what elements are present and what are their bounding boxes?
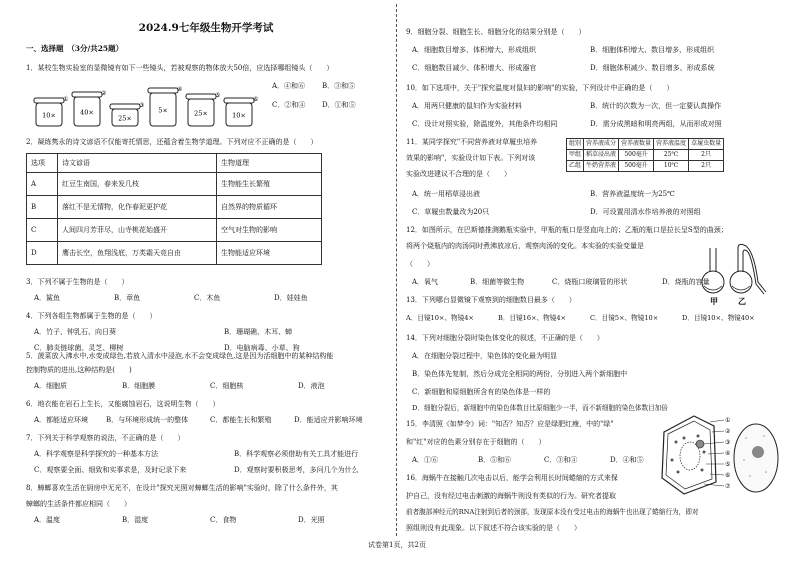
option-b[interactable]: B．统计的次数为一次，但一定要认真操作 — [590, 102, 722, 110]
option-b[interactable]: B．湿度 — [122, 516, 149, 524]
question-9-options-row2 — [412, 64, 715, 73]
question-12-line3: （ ） — [406, 260, 434, 268]
option-d[interactable]: D．光照 — [298, 516, 325, 524]
lens-jar — [110, 102, 144, 126]
cell-mark: ① — [725, 417, 731, 424]
question-14-option-a[interactable]: A．在细胞分裂过程中，染色体的变化最为明显 — [412, 352, 558, 360]
lens-cap — [224, 98, 254, 103]
flask-label-jia: 甲 — [710, 296, 718, 306]
option-c[interactable]: C．木鱼 — [194, 294, 221, 302]
question-14-option-d[interactable]: D．细胞分裂后，新细胞中的染色体数目比原细胞少一半，而不新细胞的染色体数目加倍 — [412, 404, 668, 412]
table-header-cell: 草履虫数量 — [689, 139, 724, 150]
poem-table — [26, 153, 322, 265]
question-16-line3: 前者腹部神经元的RNA注射到后者的颈部，发现原本没有受过电击的海蜗牛也出现了蜷缩行为，即对 — [406, 508, 699, 516]
option-d[interactable]: D．娃娃鱼 — [274, 294, 308, 302]
table-cell: B — [27, 196, 58, 219]
page-footer: 试卷第1页，共2页 — [368, 541, 426, 549]
option-a[interactable]: A．温度 — [34, 516, 61, 524]
table-row — [27, 196, 322, 219]
option-d[interactable]: D．电脑病毒、小草、狗 — [224, 344, 300, 352]
table-cell: D — [27, 242, 58, 265]
question-5-line2: 控制物质的进出,这种结构是( ) — [26, 366, 132, 374]
lens-number: ① — [63, 96, 69, 103]
table-cell: 10℃ — [654, 161, 689, 172]
cell-mark: ⑤ — [725, 461, 731, 468]
lens-magnification: 25× — [118, 114, 132, 123]
question-14: 14．下列对细胞分裂时染色体变化的叙述，不正确的是（ ） — [406, 334, 604, 342]
option-a[interactable]: A．④和⑥ — [272, 82, 306, 90]
table-row — [27, 242, 322, 265]
cell-mark: ② — [725, 428, 731, 435]
section-heading: 一、选择题 （3分/共25题） — [26, 44, 124, 53]
question-2: 2．凝练隽永的诗文谚语不仅能寄托情思，还蕴含着生物学道理。下列对应不正确的是（ ） — [26, 138, 318, 146]
option-d[interactable]: D．①和⑤ — [322, 100, 356, 109]
lens-cap — [34, 98, 64, 103]
option-d[interactable]: D．④和⑤ — [610, 456, 644, 464]
experiment-table — [566, 138, 724, 172]
lens-jar — [186, 92, 220, 126]
question-15-line1: 15．李清照《如梦令》词："知否？知否？应是绿肥红瘦，中的"绿" — [406, 420, 614, 428]
option-c[interactable]: C．细胞核 — [210, 382, 244, 390]
question-8-options — [34, 516, 325, 525]
question-6: 6．地衣能在岩石上生长，又能腐蚀岩石，这说明生物（ ） — [26, 400, 220, 408]
option-b[interactable]: B．③和⑤ — [322, 82, 356, 90]
option-d[interactable]: D．目镜10×、物镜40× — [682, 314, 755, 322]
question-7: 7．下列关于科学观察的说法，不正确的是（ ） — [26, 434, 185, 442]
lens-cap — [186, 94, 216, 99]
lens-magnification: 10× — [42, 111, 56, 120]
table-cell: 2只 — [689, 161, 724, 172]
option-d[interactable]: D．液泡 — [298, 382, 325, 390]
lens-cap — [110, 104, 140, 109]
table-cell: 500毫升 — [619, 161, 654, 172]
cell-diagram — [654, 412, 782, 498]
question-11-line3: 实验改进建议不合理的是（ ） — [406, 170, 511, 178]
table-cell: 稻草浸出液 — [584, 150, 619, 161]
option-d[interactable]: D．可设置用清水作培养液的对照组 — [590, 208, 701, 216]
question-15-line2: 和"红"对应的色素分别存在于细胞的（ ） — [406, 438, 546, 446]
question-14-option-b[interactable]: B．染色体先复制，然后分成完全相同的两份，分别进入两个新细胞中 — [412, 370, 628, 378]
table-cell: 25℃ — [654, 150, 689, 161]
question-3-options — [34, 294, 354, 303]
exam-title: 2024.9七年级生物开学考试 — [138, 22, 274, 34]
option-b[interactable]: B．科学观察必须借助有关工具才能进行 — [234, 450, 359, 458]
question-11-line1: 11．某同学探究"不同营养液对草履虫培养 — [406, 138, 538, 146]
question-13-options — [406, 314, 755, 322]
option-c[interactable]: C．②和④ — [272, 100, 306, 109]
option-a[interactable]: A．用两只健康的鼠妇作为实验材料 — [412, 102, 523, 110]
option-b[interactable]: B．章鱼 — [114, 294, 141, 302]
table-header-cell: 生物道理 — [217, 154, 322, 173]
option-a[interactable]: A．科学观察是科学探究的一种基本方法 — [34, 450, 159, 458]
option-c[interactable]: C．肺炎链球菌、灵芝、柳树 — [34, 344, 124, 352]
table-cell: 鹰击长空，鱼翔浅底，万类霜天竞自由 — [58, 242, 217, 265]
option-d[interactable]: D．观察时要积极思考，多问几个为什么 — [234, 466, 359, 474]
option-c[interactable]: C．草履虫数量改为20只 — [412, 208, 490, 216]
question-12-options — [412, 278, 710, 287]
table-row — [27, 219, 322, 242]
question-11-options-row2 — [412, 208, 701, 217]
question-6-options — [34, 416, 363, 425]
option-a[interactable]: A．氧气 — [412, 278, 439, 286]
lens-jar — [148, 86, 182, 126]
table-cell: 甲组 — [567, 150, 584, 161]
option-b[interactable]: B．营养液温度统一为25℃ — [590, 190, 675, 198]
lens-diagram — [30, 80, 260, 130]
table-cell: 红豆生南国，春来发几枝 — [58, 173, 217, 196]
table-cell: 500毫升 — [619, 150, 654, 161]
question-10: 10．如下选项中，关于"探究温度对鼠妇的影响"的实验，下列设计中正确的是（ ） — [406, 84, 674, 92]
lens-jar — [72, 90, 107, 126]
lens-magnification: 5× — [158, 106, 168, 115]
column-divider — [396, 4, 397, 536]
flask-label-yi: 乙 — [738, 296, 746, 306]
table-cell: 落红不是无情物，化作春泥更护花 — [58, 196, 217, 219]
question-7-options-row1 — [34, 450, 358, 459]
option-c[interactable]: C．目镜5×、物镜10× — [590, 314, 659, 322]
option-b[interactable]: B．细胞体积增大、数目增多、形成组织 — [590, 46, 715, 54]
table-header-row — [567, 139, 724, 150]
question-1: 1．某校生物实验室的显微镜有如下一些镜头，若被观察的物体放大50倍，应选择哪组镜头（ ） — [26, 64, 334, 72]
option-d[interactable]: D．需分成黑暗和明亮两组，从而形成对照 — [590, 120, 722, 128]
question-14-option-c[interactable]: C．新细胞和原细胞所含有的染色体是一样的 — [412, 388, 551, 396]
option-b[interactable]: B．珊瑚礁、木耳、蝉 — [224, 328, 293, 336]
lens-jar — [34, 96, 68, 126]
question-4-options-row1 — [34, 328, 292, 337]
option-a[interactable]: A．竹子、钟乳石、向日葵 — [34, 328, 117, 336]
option-d[interactable]: D．烧瓶的容量 — [662, 278, 710, 286]
cell-mark: ⑦ — [725, 483, 731, 490]
table-cell: 空气对生物的影响 — [217, 219, 322, 242]
question-12-line2: 将两个烧瓶内的肉汤同时煮沸放凉后，观察肉汤的变化。本实验的实验变量是 — [406, 242, 644, 250]
question-3: 3．下列不属于生物的是（ ） — [26, 278, 129, 286]
question-7-options-row2 — [34, 466, 359, 475]
lens-cap — [72, 92, 102, 97]
table-header-cell: 诗文谚语 — [58, 154, 217, 173]
cell-mark: ③ — [725, 439, 731, 446]
table-header-cell: 组别 — [567, 139, 584, 150]
option-c[interactable]: C．观察要全面、细致和实事求是，及时记录下来 — [34, 466, 187, 474]
option-b[interactable]: B．与环境形成统一的整体 — [106, 416, 189, 424]
cell-mark: ⑥ — [725, 472, 731, 479]
table-cell: 自然界的物质循环 — [217, 196, 322, 219]
table-cell: A — [27, 173, 58, 196]
question-11-options-row1 — [412, 190, 675, 199]
lens-number: ⑥ — [253, 96, 259, 103]
option-b[interactable]: B．细胞膜 — [122, 382, 156, 390]
option-a[interactable]: A．细胞质 — [34, 382, 68, 390]
option-b[interactable]: B．细菌等微生物 — [470, 278, 525, 286]
table-cell: 生物能适应环境 — [217, 242, 322, 265]
table-header-cell: 营养液温度 — [654, 139, 689, 150]
option-a[interactable]: A．①⑥ — [412, 456, 439, 464]
lens-jar — [224, 96, 258, 126]
question-1-options — [272, 82, 392, 110]
option-c[interactable]: C．③和④ — [544, 456, 578, 464]
question-16-line4: 照组则没有此现象。以下叙述不符合该实验的是（ ） — [406, 524, 581, 532]
option-d[interactable]: D．细胞体积减少、数目增多、形成系统 — [590, 64, 715, 72]
table-header-cell: 营养液成分 — [584, 139, 619, 150]
option-a[interactable]: A．鲨鱼 — [34, 294, 61, 302]
table-row — [27, 173, 322, 196]
question-11-line2: 效果的影响"，实验设计如下表。下列对该 — [406, 154, 536, 162]
table-cell: 2只 — [689, 150, 724, 161]
question-5-options — [34, 382, 325, 391]
question-9-options-row1 — [412, 46, 714, 55]
question-10-options-row1 — [412, 102, 721, 111]
lens-magnification: 25× — [194, 109, 208, 118]
table-cell: C — [27, 219, 58, 242]
table-header-cell: 选项 — [27, 154, 58, 173]
table-header-cell: 营养液数量 — [619, 139, 654, 150]
table-row — [567, 150, 724, 161]
option-a[interactable]: A．细胞数目增多、体积增大、形成组织 — [412, 46, 537, 54]
question-9: 9．细胞分裂、细胞生长、细胞分化的结果分别是（ ） — [406, 28, 586, 36]
question-10-options-row2 — [412, 120, 722, 129]
lens-number: ③ — [139, 102, 145, 109]
option-c[interactable]: C．细胞数目减少、体积增大、形成器官 — [412, 64, 537, 72]
lens-number: ④ — [177, 86, 183, 93]
lens-magnification: 10× — [232, 111, 246, 120]
option-c[interactable]: C．食物 — [210, 516, 237, 524]
option-c[interactable]: C．烧瓶口玻璃管的形状 — [552, 278, 628, 286]
option-a[interactable]: A．都能适应环境 — [34, 416, 89, 424]
question-16-line1: 16．海蜗牛在接触几次电击以后，能学会利用长时间蜷缩的方式来保 — [406, 474, 618, 482]
question-8-line2: 蟑螂的生活条件都应相同（ ） — [26, 500, 131, 508]
cell-mark: ④ — [725, 450, 731, 457]
lens-number: ⑤ — [215, 92, 221, 99]
table-cell: 牛奶营养液 — [584, 161, 619, 172]
question-8-line1: 8．蟑螂喜欢生活在厨房中无光不，在设计"探究光照对蟑螂生活的影响"实验时，除了什么条件外，其 — [26, 484, 338, 492]
option-b[interactable]: B．⑤和⑥ — [478, 456, 512, 464]
lens-cap — [148, 88, 178, 93]
question-4: 4．下列各组生物都属于生物的是（ ） — [26, 312, 157, 320]
table-cell: 生物能生长繁殖 — [217, 173, 322, 196]
option-a[interactable]: A．目镜10×、物镜4× — [406, 314, 474, 322]
table-cell: 乙组 — [567, 161, 584, 172]
table-cell: 人间四月芳菲尽，山寺桃花始盛开 — [58, 219, 217, 242]
table-row — [567, 161, 724, 172]
option-c[interactable]: C．都能生长和繁殖 — [210, 416, 272, 424]
question-16-line2: 护自己，没有经过电击刺激的海蜗牛则没有类似的行为。研究者提取 — [406, 492, 616, 500]
question-5-line1: 5．菠菜放入沸水中,水变成绿色,若放入清水中浸泡,水不会变成绿色,这是因为活细胞中的某种结构能 — [26, 352, 334, 360]
option-d[interactable]: D．能适应并影响环境 — [294, 416, 363, 424]
question-13: 13．下列哪台显微镜下观察到的细胞数目最多（ ） — [406, 296, 576, 304]
question-12-line1: 12．如图所示，在巴斯德推测鹅瓶实验中，甲瓶的瓶口是竖直向上的；乙瓶的瓶口是拉长呈S型的曲颈； — [406, 226, 728, 234]
option-c[interactable]: C．设计对照实验，除温度外，其他条件均相同 — [412, 120, 558, 128]
lens-magnification: 40× — [80, 108, 94, 117]
option-a[interactable]: A．统一用稻草浸出液 — [412, 190, 481, 198]
lens-number: ② — [101, 90, 107, 97]
question-15-options-row1 — [412, 456, 644, 465]
option-b[interactable]: B．目镜16×、物镜4× — [498, 314, 567, 322]
table-header-row — [27, 154, 322, 173]
